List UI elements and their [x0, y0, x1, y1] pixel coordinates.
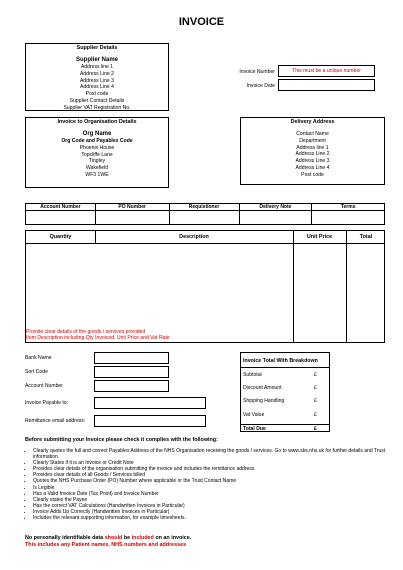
invoice-totals-box	[240, 352, 330, 432]
org-name: Org Name	[82, 131, 112, 137]
items-note	[26, 329, 170, 341]
items-col-divider	[293, 231, 294, 342]
description-header: Description	[179, 234, 209, 240]
totals-heading-divider	[241, 367, 329, 368]
remittance-email-field[interactable]	[94, 415, 206, 427]
privacy-text: on an invoice.	[153, 535, 192, 541]
invoice-date-label: Invoice Date	[246, 83, 275, 89]
checklist	[25, 448, 387, 521]
unit-price-header: Unit Price	[306, 234, 333, 240]
account-number-cell[interactable]	[26, 211, 96, 225]
total-due-label: Total Due	[243, 426, 266, 432]
organisation-details-box	[25, 117, 169, 188]
supplier-line: Address line 1	[80, 64, 114, 70]
delivery-address-box	[240, 117, 385, 185]
supplier-details-box	[25, 43, 169, 111]
sort-code-field[interactable]	[94, 366, 169, 378]
items-note-line: Provide clear details of the goods / services provided	[26, 329, 146, 335]
privacy-warning-line: This includes any Patient names, NHS numbers and addresses	[25, 542, 187, 548]
items-header-divider	[26, 243, 384, 244]
currency-symbol: £	[314, 398, 317, 404]
terms-cell[interactable]	[312, 211, 385, 225]
bank-name-field[interactable]	[94, 352, 169, 364]
currency-symbol: £	[314, 372, 317, 378]
privacy-text: No personally identifiable data	[25, 535, 105, 541]
supplier-line: Supplier VAT Registration No.	[63, 104, 131, 111]
remittance-email-label: Remittance email address:	[25, 418, 86, 424]
supplier-name: Supplier Name	[75, 57, 118, 63]
currency-symbol: £	[314, 385, 317, 391]
terms-header: Terms	[312, 204, 385, 211]
account-details-table	[25, 203, 385, 225]
checklist-item: • Includes the relevant supporting information, for example timesheets.	[33, 515, 387, 521]
privacy-text-emphasis: should	[104, 535, 123, 541]
quantity-header: Quantity	[49, 234, 72, 240]
invoice-totals-heading: Invoice Total With Breakdown	[243, 358, 318, 364]
invoice-number-field[interactable]	[278, 65, 375, 77]
organisation-address-block	[26, 130, 168, 179]
organisation-details-heading: Invoice to Organisation Details	[57, 119, 137, 125]
bank-account-number-field[interactable]	[94, 380, 169, 392]
supplier-address-block	[26, 56, 168, 112]
po-number-header: PO Number	[95, 204, 169, 211]
org-line: Wakefield	[85, 165, 109, 172]
checklist-item: • Has the correct VAT Calculations (Handwritten Invoices in Particular)	[33, 503, 387, 509]
org-code: Org Code and Payables Code	[61, 138, 133, 144]
requisitioner-header: Requistioner	[169, 204, 239, 211]
supplier-line: Post code	[85, 91, 109, 98]
currency-symbol: £	[314, 426, 317, 432]
delivery-address-block	[241, 131, 384, 179]
org-line: Phoenix House	[79, 144, 115, 151]
totals-footer-divider	[241, 424, 329, 425]
delivery-line: Post code	[301, 171, 324, 178]
privacy-text-emphasis: included	[131, 535, 154, 541]
org-line: Topcliffe Lane	[81, 151, 113, 158]
checklist-item: • Provides clear details of the organisation submitting the invoice and includes the remittance address.	[33, 466, 387, 472]
checklist-item: • Clearly States if it is an Invoice or Credit Note	[33, 460, 387, 466]
delivery-line: Address Line 2	[295, 151, 330, 158]
org-line: WF3 1WE	[85, 171, 109, 178]
delivery-line: Address Line 3	[295, 158, 330, 165]
account-number-header: Account Number	[26, 204, 96, 211]
invoice-payable-to-field[interactable]	[94, 397, 206, 409]
delivery-line: Address Line 4	[295, 164, 330, 171]
privacy-warning-line	[25, 535, 191, 542]
discount-label: Discount Amount	[243, 385, 282, 391]
delivery-line: Department	[299, 137, 326, 144]
supplier-line: Address Line 3	[80, 77, 114, 84]
account-number-label: Account Number	[25, 383, 63, 389]
po-number-cell[interactable]	[95, 211, 169, 225]
checklist-item: • Provides clear details of all Goods / Services billed	[33, 472, 387, 478]
checklist-item: • Invoice Adds Up Correctly (Handwritten Invoices in Particular)	[33, 509, 387, 515]
privacy-warning	[25, 535, 191, 549]
invoice-date-field[interactable]	[278, 79, 375, 91]
delivery-line: Contact Name	[296, 131, 329, 137]
delivery-note-header: Delivery Note	[239, 204, 312, 211]
page-title: INVOICE	[178, 16, 225, 28]
checklist-item: • Quotes the NHS Purchase Order (PO) Number where applicable or the Trust Contact Name	[33, 478, 387, 484]
invoice-number-label: Invoice Number	[239, 69, 275, 75]
delivery-note-cell[interactable]	[239, 211, 312, 225]
shipping-label: Shipping Handling	[243, 398, 285, 404]
org-line: Tingley	[88, 158, 106, 165]
checklist-heading: Before submitting your Invoice please check it complies with the following:	[25, 437, 218, 443]
invoice-payable-to-label: Invoice Payable to:	[25, 400, 69, 406]
delivery-line: Address line 1	[296, 144, 329, 151]
items-table	[25, 230, 385, 343]
items-note-line: Item Description including Qty Invoiced, Unit Price and Vat Rate	[26, 335, 170, 341]
total-header: Total	[359, 234, 373, 240]
checklist-item: • Is Legible	[33, 485, 387, 491]
supplier-line: Supplier Contact Details	[69, 97, 125, 104]
delivery-address-heading: Delivery Address	[290, 119, 335, 125]
privacy-text: be	[122, 535, 132, 541]
supplier-line: Address Line 4	[80, 84, 114, 91]
checklist-item: • Has a Valid Invoice Date (Tax Point) and Invoice Number	[33, 491, 387, 497]
sort-code-label: Sort Code	[25, 369, 48, 375]
currency-symbol: £	[314, 412, 317, 418]
items-col-divider	[346, 231, 347, 342]
bank-name-label: Bank Name	[25, 355, 52, 361]
subtotal-label: Subtotal	[243, 372, 262, 378]
supplier-line: Address Line 2	[80, 70, 114, 77]
supplier-details-heading: Supplier Details	[76, 45, 118, 51]
checklist-item: • Clearly states the Payee	[33, 497, 387, 503]
checklist-item: • Clearly quotes the full and correct Payables Address of the NHS Organisation receiving the goods / services. Go to www.sbs.nhs.uk for further details and Trust information.	[33, 448, 387, 460]
vat-label: Vat Value	[243, 412, 265, 418]
invoice-number-value: This must be a unique number	[292, 68, 361, 74]
requisitioner-cell[interactable]	[169, 211, 239, 225]
